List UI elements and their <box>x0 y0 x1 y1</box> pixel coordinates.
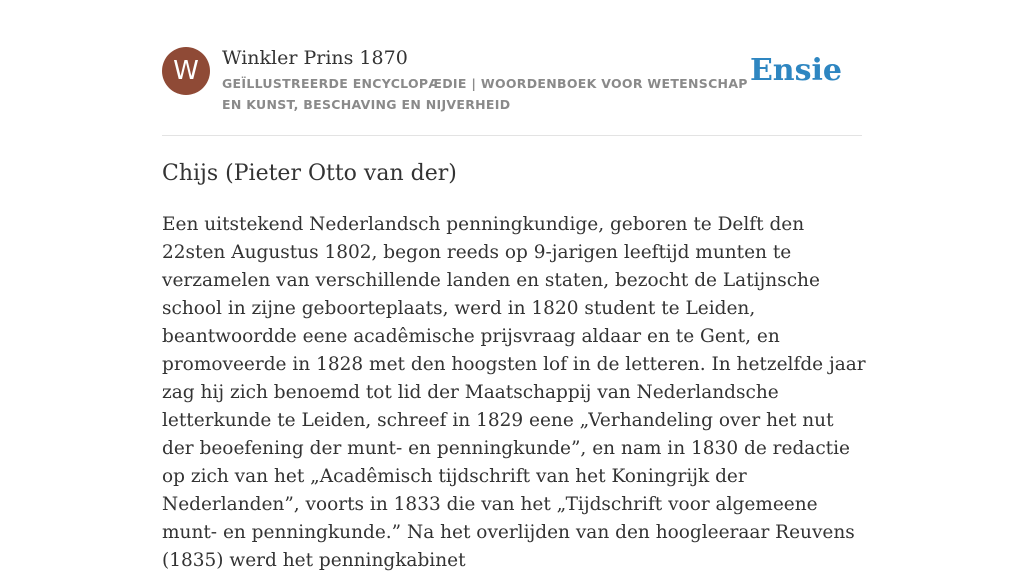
source-title[interactable]: Winkler Prins 1870 <box>222 47 408 69</box>
source-avatar[interactable]: W <box>162 47 210 95</box>
ensie-logo[interactable]: Ensie <box>749 53 842 88</box>
source-subtitle: GEÏLLUSTREERDE ENCYCLOPÆDIE | WOORDENBOEK VOOR WETENSCHAP EN KUNST, BESCHAVING EN NIJVERHEID <box>222 76 748 112</box>
entry-body: Een uitstekend Nederlandsch penningkundige, geboren te Delft den 22sten Augustus 1802, begon reeds op 9-jarigen leeftijd munten te verzamelen van verschillende landen en staten, bezocht de Latijnsche school in zijne geboorteplaats, werd in 1820 student te Leiden, beantwoordde eene acadêmische prijsvraag aldaar en te Gent, en promoveerde in 1828 met den hoogsten lof in de letteren. In hetzelfde jaar zag hij zich benoemd tot lid der Maatschappij van Nederlandsche letterkunde te Leiden, schreef in 1829 eene „Verhandeling over het nut der beoefening der munt- en penningkunde”, en nam in 1830 de redactie op zich van het „Acadêmisch tijdschrift van het Koningrijk der Nederlanden”, voorts in 1833 die van het „Tijdschrift voor algemeene munt- en penningkunde.” Na het overlijden van den hoogleeraar Reuvens (1835) werd het penningkabinet <box>162 214 866 571</box>
source-header <box>162 46 862 136</box>
entry-title: Chijs (Pieter Otto van der) <box>162 161 457 186</box>
